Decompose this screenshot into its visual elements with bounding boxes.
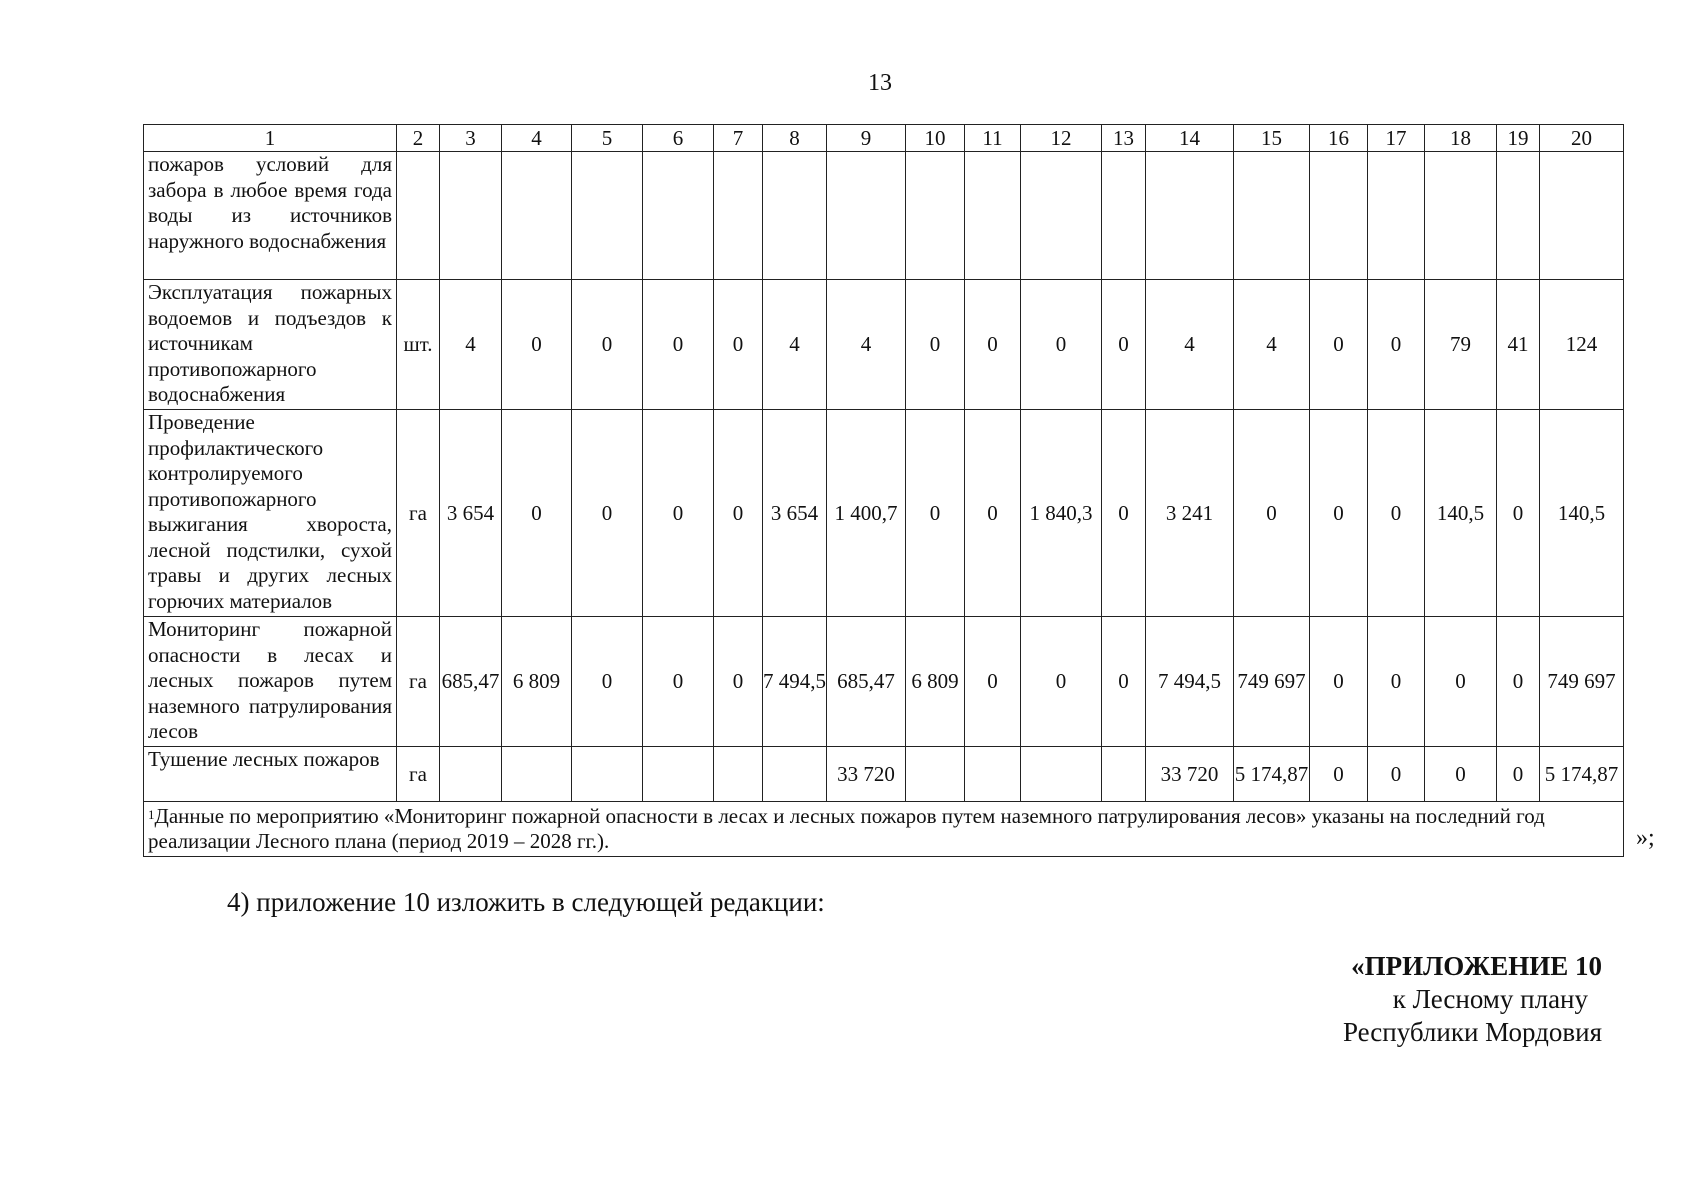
column-number: 2: [397, 125, 440, 152]
table-cell: 6 809: [502, 617, 572, 747]
table-cell: [572, 747, 643, 802]
table-cell: 0: [1021, 280, 1102, 410]
table-cell: 0: [572, 410, 643, 617]
column-number: 14: [1146, 125, 1234, 152]
table-cell: 0: [1102, 280, 1146, 410]
appendix-subtitle-line2: Республики Мордовия: [1342, 1017, 1602, 1047]
row-description: Проведение профилактического контролируемого противопожарного выжигания хвороста, лесной подстилки, сухой травы и других лесных горючих материалов: [144, 410, 397, 617]
table-cell: 0: [1310, 747, 1368, 802]
table-cell: [763, 152, 827, 280]
amendment-instruction: 4) приложение 10 изложить в следующей редакции:: [227, 887, 825, 917]
column-number: 8: [763, 125, 827, 152]
table-cell: 749 697: [1234, 617, 1310, 747]
footnote-marker: 1: [148, 807, 155, 822]
column-number: 6: [643, 125, 714, 152]
table-cell: 1 840,3: [1021, 410, 1102, 617]
table-cell: [906, 152, 965, 280]
table-cell: 685,47: [827, 617, 906, 747]
column-number: 20: [1540, 125, 1624, 152]
table-cell: 41: [1497, 280, 1540, 410]
table-cell: 140,5: [1540, 410, 1624, 617]
table-row-fire-monitoring: [144, 617, 1624, 747]
table-cell: [502, 747, 572, 802]
table-cell: 0: [1368, 410, 1425, 617]
table-cell: 4: [827, 280, 906, 410]
table-cell: 0: [643, 410, 714, 617]
table-cell: 3 654: [440, 410, 502, 617]
table-footnote: [144, 802, 1624, 857]
table-cell: 124: [1540, 280, 1624, 410]
table-cell: 0: [906, 410, 965, 617]
table-cell: [827, 152, 906, 280]
table-cell: [1310, 152, 1368, 280]
table-cell: [714, 747, 763, 802]
table-cell: 0: [572, 617, 643, 747]
table-cell: [906, 747, 965, 802]
table-cell: 0: [965, 280, 1021, 410]
column-number: 3: [440, 125, 502, 152]
table-cell: 0: [643, 617, 714, 747]
table-cell: [714, 152, 763, 280]
row-description: пожаров условий для забора в любое время года воды из источников наружного водоснабжения: [144, 152, 397, 280]
appendix-subtitle-line1: к Лесному плану: [1392, 984, 1588, 1014]
table-cell: 79: [1425, 280, 1497, 410]
table-cell: 4: [763, 280, 827, 410]
column-number: 4: [502, 125, 572, 152]
row-unit: шт.: [397, 280, 440, 410]
table-cell: 0: [1368, 280, 1425, 410]
table-cell: 3 241: [1146, 410, 1234, 617]
table-cell: 0: [1425, 747, 1497, 802]
table-cell: 685,47: [440, 617, 502, 747]
table-cell: 140,5: [1425, 410, 1497, 617]
table-cell: 0: [1497, 410, 1540, 617]
column-number: 13: [1102, 125, 1146, 152]
table-cell: [440, 152, 502, 280]
row-unit: га: [397, 410, 440, 617]
table-cell: 0: [714, 280, 763, 410]
table-row-water-supply-conditions: [144, 152, 1624, 280]
appendix-title: «ПРИЛОЖЕНИЕ 10: [1351, 951, 1602, 981]
table-cell: [572, 152, 643, 280]
table-cell: 0: [1310, 617, 1368, 747]
table-cell: 33 720: [827, 747, 906, 802]
closing-quote-mark: »;: [1636, 825, 1655, 851]
table-cell: 3 654: [763, 410, 827, 617]
table-row-controlled-burning: [144, 410, 1624, 617]
table-cell: 1 400,7: [827, 410, 906, 617]
column-number-row: [144, 125, 1624, 152]
column-number: 17: [1368, 125, 1425, 152]
table-cell: 5 174,87: [1540, 747, 1624, 802]
page-number: 13: [868, 70, 892, 96]
table-cell: [1102, 747, 1146, 802]
table-cell: 0: [1102, 617, 1146, 747]
table-cell: [1540, 152, 1624, 280]
table-cell: 0: [1497, 747, 1540, 802]
table-cell: 4: [440, 280, 502, 410]
column-number: 16: [1310, 125, 1368, 152]
column-number: 9: [827, 125, 906, 152]
table-row-fire-suppression: [144, 747, 1624, 802]
row-description: Тушение лесных пожаров: [144, 747, 397, 802]
table-row-fire-reservoir-maintenance: [144, 280, 1624, 410]
table-cell: 0: [1425, 617, 1497, 747]
table-cell: 5 174,87: [1234, 747, 1310, 802]
table-cell: 0: [1234, 410, 1310, 617]
table-cell: 0: [1310, 280, 1368, 410]
table-cell: [1234, 152, 1310, 280]
table-cell: [643, 747, 714, 802]
table-cell: 0: [714, 410, 763, 617]
table-cell: 0: [965, 410, 1021, 617]
row-unit: га: [397, 747, 440, 802]
table-cell: 33 720: [1146, 747, 1234, 802]
table-cell: 0: [1021, 617, 1102, 747]
row-description: Мониторинг пожарной опасности в лесах и лесных пожаров путем наземного патрулирования лесов: [144, 617, 397, 747]
table-cell: [1021, 152, 1102, 280]
table-cell: 0: [714, 617, 763, 747]
table-cell: [1497, 152, 1540, 280]
column-number: 12: [1021, 125, 1102, 152]
table-cell: [1368, 152, 1425, 280]
table-cell: 0: [906, 280, 965, 410]
table-cell: 4: [1146, 280, 1234, 410]
table-cell: [965, 747, 1021, 802]
table-cell: [1021, 747, 1102, 802]
row-description: Эксплуатация пожарных водоемов и подъездов к источникам противопожарного водоснабжения: [144, 280, 397, 410]
table-cell: 0: [502, 410, 572, 617]
table-cell: 0: [1310, 410, 1368, 617]
column-number: 15: [1234, 125, 1310, 152]
appendix-heading: [1343, 950, 1602, 1049]
table-cell: [440, 747, 502, 802]
column-number: 11: [965, 125, 1021, 152]
table-cell: [1102, 152, 1146, 280]
table-cell: 0: [1368, 617, 1425, 747]
column-number: 1: [144, 125, 397, 152]
row-unit: [397, 152, 440, 280]
column-number: 19: [1497, 125, 1540, 152]
table-cell: 4: [1234, 280, 1310, 410]
table-cell: 0: [502, 280, 572, 410]
table-cell: [643, 152, 714, 280]
column-number: 5: [572, 125, 643, 152]
table-cell: [502, 152, 572, 280]
table-cell: 0: [1497, 617, 1540, 747]
table-cell: 7 494,5: [763, 617, 827, 747]
table-cell: [1146, 152, 1234, 280]
column-number: 7: [714, 125, 763, 152]
table-cell: 0: [965, 617, 1021, 747]
table-cell: [965, 152, 1021, 280]
footnote-text: Данные по мероприятию «Мониторинг пожарной опасности в лесах и лесных пожаров путем наземного патрулирования лесов» указаны на последний год реализации Лесного плана (период 2019 – 2028 гг.).: [148, 804, 1545, 853]
forest-fire-measures-table: [143, 124, 1624, 857]
row-unit: га: [397, 617, 440, 747]
table-footnote-row: [144, 802, 1624, 857]
table-cell: [763, 747, 827, 802]
table-cell: 0: [643, 280, 714, 410]
table-cell: 6 809: [906, 617, 965, 747]
column-number: 10: [906, 125, 965, 152]
table-cell: 0: [1368, 747, 1425, 802]
table-cell: 0: [1102, 410, 1146, 617]
column-number: 18: [1425, 125, 1497, 152]
table-cell: 0: [572, 280, 643, 410]
table-cell: 7 494,5: [1146, 617, 1234, 747]
table-cell: 749 697: [1540, 617, 1624, 747]
table-cell: [1425, 152, 1497, 280]
